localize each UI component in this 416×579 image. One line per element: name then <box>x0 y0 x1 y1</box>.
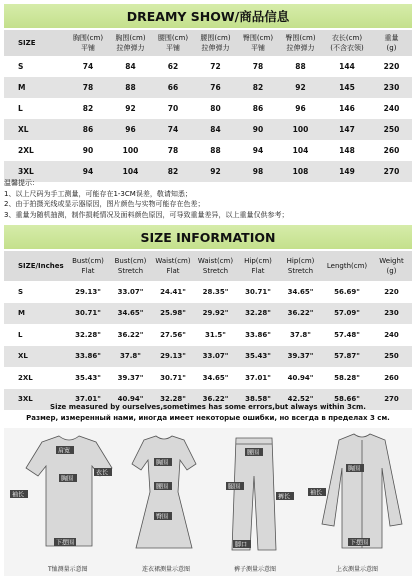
value-cell: 37.01" <box>68 389 108 411</box>
header-cell <box>193 251 238 281</box>
value-cell: 33.86" <box>68 346 108 368</box>
header-text: SIZE/Inches <box>18 262 64 270</box>
value-cell: 57.48" <box>323 324 371 346</box>
header-cell <box>323 30 371 56</box>
value-cell: 66 <box>153 77 193 98</box>
header-text: 腰围(cm) <box>157 34 189 42</box>
header-cell <box>4 251 68 281</box>
header-text: 平铺 <box>166 44 180 52</box>
size-label-cell: M <box>4 303 68 325</box>
header-text: Waist(cm) <box>155 257 191 265</box>
header-cell <box>238 251 278 281</box>
disclaimer-russian: Размер, измеренный нами, иногда имеет некоторые ошибки, но всегда в пределах 3 см. <box>26 414 390 422</box>
table-row <box>4 367 412 389</box>
value-cell: 25.98" <box>153 303 193 325</box>
value-cell: 34.65" <box>108 303 153 325</box>
value-cell: 58.28" <box>323 367 371 389</box>
tag-sleeve: 袖长 <box>12 491 25 499</box>
size-label-cell: 3XL <box>4 161 68 182</box>
header-cell <box>193 30 238 56</box>
value-cell: 104 <box>278 140 323 161</box>
value-cell: 78 <box>238 56 278 77</box>
value-cell: 36.22" <box>108 324 153 346</box>
value-cell: 146 <box>323 98 371 119</box>
header-cell <box>238 30 278 56</box>
size-label-cell: 2XL <box>4 367 68 389</box>
table-header-row <box>4 251 412 281</box>
value-cell: 31.5" <box>193 324 238 346</box>
value-cell: 24.41" <box>153 281 193 303</box>
table-row <box>4 303 412 325</box>
note-line: 1、以上尺码为手工测量，可能存在1-3CM误差，敬请知悉； <box>4 189 192 198</box>
value-cell: 144 <box>323 56 371 77</box>
table-row <box>4 56 412 77</box>
section2-title: SIZE INFORMATION <box>4 225 412 249</box>
value-cell: 104 <box>108 161 153 182</box>
header-text: SIZE <box>18 39 36 47</box>
value-cell: 250 <box>371 346 412 368</box>
value-cell: 260 <box>371 367 412 389</box>
value-cell: 86 <box>238 98 278 119</box>
header-text: Stretch <box>117 267 144 275</box>
value-cell: 250 <box>371 119 412 140</box>
value-cell: 58.66" <box>323 389 371 411</box>
header-text: Hip(cm) <box>286 257 315 265</box>
value-cell: 82 <box>153 161 193 182</box>
tag-thigh: 腿围 <box>228 483 241 491</box>
header-text: Bust(cm) <box>114 257 147 265</box>
header-cell <box>68 251 108 281</box>
header-text: Weight <box>379 257 404 265</box>
value-cell: 34.65" <box>193 367 238 389</box>
value-cell: 37.8" <box>108 346 153 368</box>
table-row <box>4 346 412 368</box>
value-cell: 62 <box>153 56 193 77</box>
value-cell: 94 <box>238 140 278 161</box>
cm-size-table <box>4 30 412 182</box>
tag-top-sleeve: 袖长 <box>310 489 323 497</box>
header-text: Length(cm) <box>326 262 368 270</box>
size-label-cell: S <box>4 281 68 303</box>
value-cell: 270 <box>371 161 412 182</box>
section1-title: DREAMY SHOW/商品信息 <box>4 4 412 28</box>
header-text: 拉伸弹力 <box>201 44 230 52</box>
caption-tshirt: T恤测量示意图 <box>48 566 88 573</box>
measurement-diagrams <box>4 428 412 576</box>
note-line: 3、重量为随机抽测，制作损耗情况及面料颜色原因，可导致重量差异，以上重量仅供参考； <box>4 210 289 219</box>
header-cell <box>153 30 193 56</box>
note-line: 2、由于拍摄光线或显示器原因，图片颜色与实物可能存在色差； <box>4 200 205 208</box>
disclaimer-english: Size measured by ourselves,sometimes has some errors,but always within 3cm. <box>50 403 366 411</box>
value-cell: 80 <box>193 98 238 119</box>
value-cell: 86 <box>68 119 108 140</box>
header-text: Bust(cm) <box>72 257 104 265</box>
table-row <box>4 119 412 140</box>
value-cell: 29.92" <box>193 303 238 325</box>
tag-dress-bust: 胸围 <box>156 459 169 467</box>
value-cell: 37.8" <box>278 324 323 346</box>
value-cell: 35.43" <box>238 346 278 368</box>
size-label-cell: XL <box>4 346 68 368</box>
value-cell: 94 <box>68 161 108 182</box>
size-label-cell: 3XL <box>4 389 68 411</box>
header-text: 平铺 <box>251 44 265 52</box>
value-cell: 145 <box>323 77 371 98</box>
value-cell: 147 <box>323 119 371 140</box>
tag-pants-length: 裤长 <box>278 493 291 501</box>
value-cell: 32.28" <box>238 303 278 325</box>
value-cell: 149 <box>323 161 371 182</box>
header-text: 臀围(cm) <box>242 34 274 42</box>
value-cell: 40.94" <box>278 367 323 389</box>
header-cell <box>68 30 108 56</box>
size-label-cell: XL <box>4 119 68 140</box>
value-cell: 92 <box>193 161 238 182</box>
header-text: 胸围(cm) <box>115 34 146 42</box>
header-cell <box>108 30 153 56</box>
value-cell: 40.94" <box>108 389 153 411</box>
value-cell: 96 <box>108 119 153 140</box>
value-cell: 42.52" <box>278 389 323 411</box>
header-text: Hip(cm) <box>244 257 272 265</box>
value-cell: 78 <box>68 77 108 98</box>
value-cell: 72 <box>193 56 238 77</box>
diagram-canvas <box>4 428 412 576</box>
header-text: 臀围(cm) <box>285 34 316 42</box>
value-cell: 220 <box>371 281 412 303</box>
caption-top: 上衣测量示意图 <box>336 566 379 573</box>
value-cell: 70 <box>153 98 193 119</box>
header-text: 腰围(cm) <box>200 34 231 42</box>
header-text: 平铺 <box>81 44 95 52</box>
tag-top-hem: 下摆围 <box>350 539 369 547</box>
value-cell: 100 <box>278 119 323 140</box>
value-cell: 88 <box>108 77 153 98</box>
value-cell: 38.58" <box>238 389 278 411</box>
header-text: 拉伸弹力 <box>116 44 145 52</box>
value-cell: 28.35" <box>193 281 238 303</box>
value-cell: 96 <box>278 98 323 119</box>
value-cell: 88 <box>278 56 323 77</box>
value-cell: 30.71" <box>68 303 108 325</box>
value-cell: 82 <box>238 77 278 98</box>
tag-top-bust: 胸围 <box>348 465 361 473</box>
value-cell: 92 <box>108 98 153 119</box>
value-cell: 240 <box>371 98 412 119</box>
dress-diagram <box>132 436 196 548</box>
value-cell: 84 <box>193 119 238 140</box>
tag-length: 衣长 <box>96 469 109 477</box>
value-cell: 230 <box>371 303 412 325</box>
value-cell: 90 <box>238 119 278 140</box>
value-cell: 78 <box>153 140 193 161</box>
value-cell: 88 <box>193 140 238 161</box>
value-cell: 74 <box>68 56 108 77</box>
header-text: 重量 <box>384 34 399 42</box>
value-cell: 32.28" <box>153 389 193 411</box>
value-cell: 57.87" <box>323 346 371 368</box>
value-cell: 148 <box>323 140 371 161</box>
value-cell: 36.22" <box>278 303 323 325</box>
header-text: 衣长(cm) <box>331 34 363 42</box>
header-cell <box>4 30 68 56</box>
value-cell: 57.09" <box>323 303 371 325</box>
header-text: Flat <box>251 267 265 275</box>
value-cell: 90 <box>68 140 108 161</box>
size-label-cell: 2XL <box>4 140 68 161</box>
value-cell: 37.01" <box>238 367 278 389</box>
header-cell <box>371 251 412 281</box>
value-cell: 35.43" <box>68 367 108 389</box>
header-cell <box>278 30 323 56</box>
value-cell: 29.13" <box>68 281 108 303</box>
value-cell: 39.37" <box>108 367 153 389</box>
value-cell: 56.69" <box>323 281 371 303</box>
header-text: (g) <box>386 267 397 275</box>
header-cell <box>371 30 412 56</box>
value-cell: 32.28" <box>68 324 108 346</box>
inch-size-table <box>4 251 412 410</box>
value-cell: 220 <box>371 56 412 77</box>
top-diagram <box>322 434 402 548</box>
value-cell: 76 <box>193 77 238 98</box>
size-label-cell: M <box>4 77 68 98</box>
tag-dress-waist: 腰围 <box>156 483 169 491</box>
value-cell: 98 <box>238 161 278 182</box>
value-cell: 74 <box>153 119 193 140</box>
value-cell: 30.71" <box>153 367 193 389</box>
value-cell: 100 <box>108 140 153 161</box>
note-line: 温馨提示： <box>4 179 39 187</box>
value-cell: 92 <box>278 77 323 98</box>
table-row <box>4 324 412 346</box>
header-cell <box>153 251 193 281</box>
value-cell: 29.13" <box>153 346 193 368</box>
tag-leg-opening: 脚口 <box>235 541 248 549</box>
header-text: Flat <box>81 267 95 275</box>
table-row <box>4 98 412 119</box>
caption-dress: 连衣裙测量示意图 <box>142 566 191 573</box>
value-cell: 33.07" <box>193 346 238 368</box>
value-cell: 108 <box>278 161 323 182</box>
tag-pants-waist: 腰围 <box>247 449 260 457</box>
tips-notes <box>4 178 412 220</box>
size-label-cell: L <box>4 324 68 346</box>
size-label-cell: L <box>4 98 68 119</box>
header-cell <box>278 251 323 281</box>
value-cell: 27.56" <box>153 324 193 346</box>
header-cell <box>323 251 371 281</box>
value-cell: 36.22" <box>193 389 238 411</box>
header-text: (不含衣领) <box>330 44 364 52</box>
caption-pants: 裤子测量示意图 <box>234 566 277 573</box>
tag-shoulder: 肩宽 <box>58 447 71 455</box>
header-text: Stretch <box>202 267 229 275</box>
tag-dress-hip: 臀围 <box>156 513 169 521</box>
value-cell: 33.07" <box>108 281 153 303</box>
header-text: Stretch <box>287 267 314 275</box>
header-text: Waist(cm) <box>197 257 234 265</box>
header-text: 拉伸弹力 <box>286 44 315 52</box>
size-label-cell: S <box>4 56 68 77</box>
value-cell: 84 <box>108 56 153 77</box>
value-cell: 33.86" <box>238 324 278 346</box>
table-row <box>4 281 412 303</box>
value-cell: 82 <box>68 98 108 119</box>
value-cell: 240 <box>371 324 412 346</box>
table-header-row <box>4 30 412 56</box>
table-row <box>4 77 412 98</box>
header-cell <box>108 251 153 281</box>
value-cell: 30.71" <box>238 281 278 303</box>
header-text: 胸围(cm) <box>72 34 104 42</box>
value-cell: 34.65" <box>278 281 323 303</box>
table-row <box>4 140 412 161</box>
tag-hem: 下摆围 <box>56 539 75 547</box>
tag-bust: 胸围 <box>61 475 74 483</box>
header-text: (g) <box>386 44 397 52</box>
header-text: Flat <box>166 267 180 275</box>
value-cell: 260 <box>371 140 412 161</box>
value-cell: 230 <box>371 77 412 98</box>
value-cell: 270 <box>371 389 412 411</box>
value-cell: 39.37" <box>278 346 323 368</box>
